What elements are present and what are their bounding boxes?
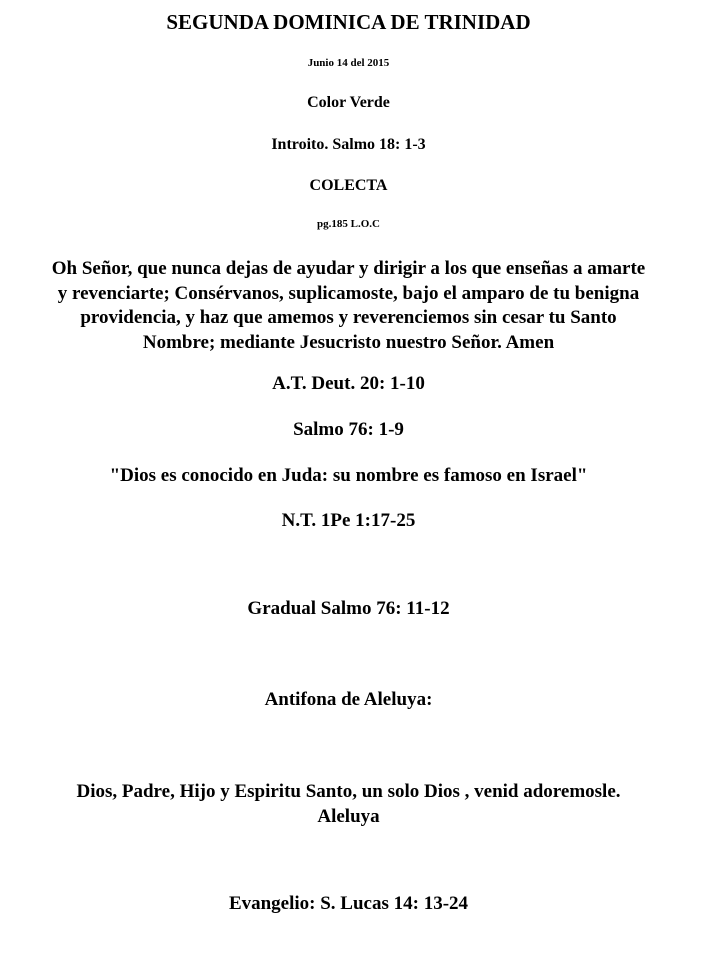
service-date: Junio 14 del 2015 [307,57,390,69]
antifona-line: Dios, Padre, Hijo y Espiritu Santo, un solo Dios , venid adoremosle. [76,781,621,802]
page-title: SEGUNDA DOMINICA DE TRINIDAD [166,10,531,34]
introito-reference: Introito. Salmo 18: 1-3 [271,136,426,153]
old-testament-reading: A.T. Deut. 20: 1-10 [272,373,425,394]
new-testament-reading: N.T. 1Pe 1:17-25 [281,510,416,531]
collect-line: providencia, y haz que amemos y reverenciemos sin cesar tu Santo [80,307,617,328]
antifona-line: Aleluya [317,806,380,827]
collect-line: y revenciarte; Consérvanos, suplicamoste, bajo el amparo de tu benigna [57,282,640,304]
gradual-reading: Gradual Salmo 76: 11-12 [247,598,450,619]
liturgical-color: Color Verde [307,94,390,111]
colecta-heading: COLECTA [309,177,388,194]
antifona-heading: Antifona de Aleluya: [264,689,433,710]
psalm-quote: "Dios es conocido en Juda: su nombre es famoso en Israel" [109,465,588,486]
gospel-reading: Evangelio: S. Lucas 14: 13-24 [228,893,469,914]
psalm-reading: Salmo 76: 1-9 [293,419,404,440]
collect-line: Nombre; mediante Jesucristo nuestro Señor. Amen [142,331,555,353]
collect-line: Oh Señor, que nunca dejas de ayudar y dirigir a los que enseñas a amarte [51,258,646,279]
page-reference: pg.185 L.O.C [317,218,380,230]
collect-prayer [0,257,697,355]
antifona-text [0,779,697,829]
